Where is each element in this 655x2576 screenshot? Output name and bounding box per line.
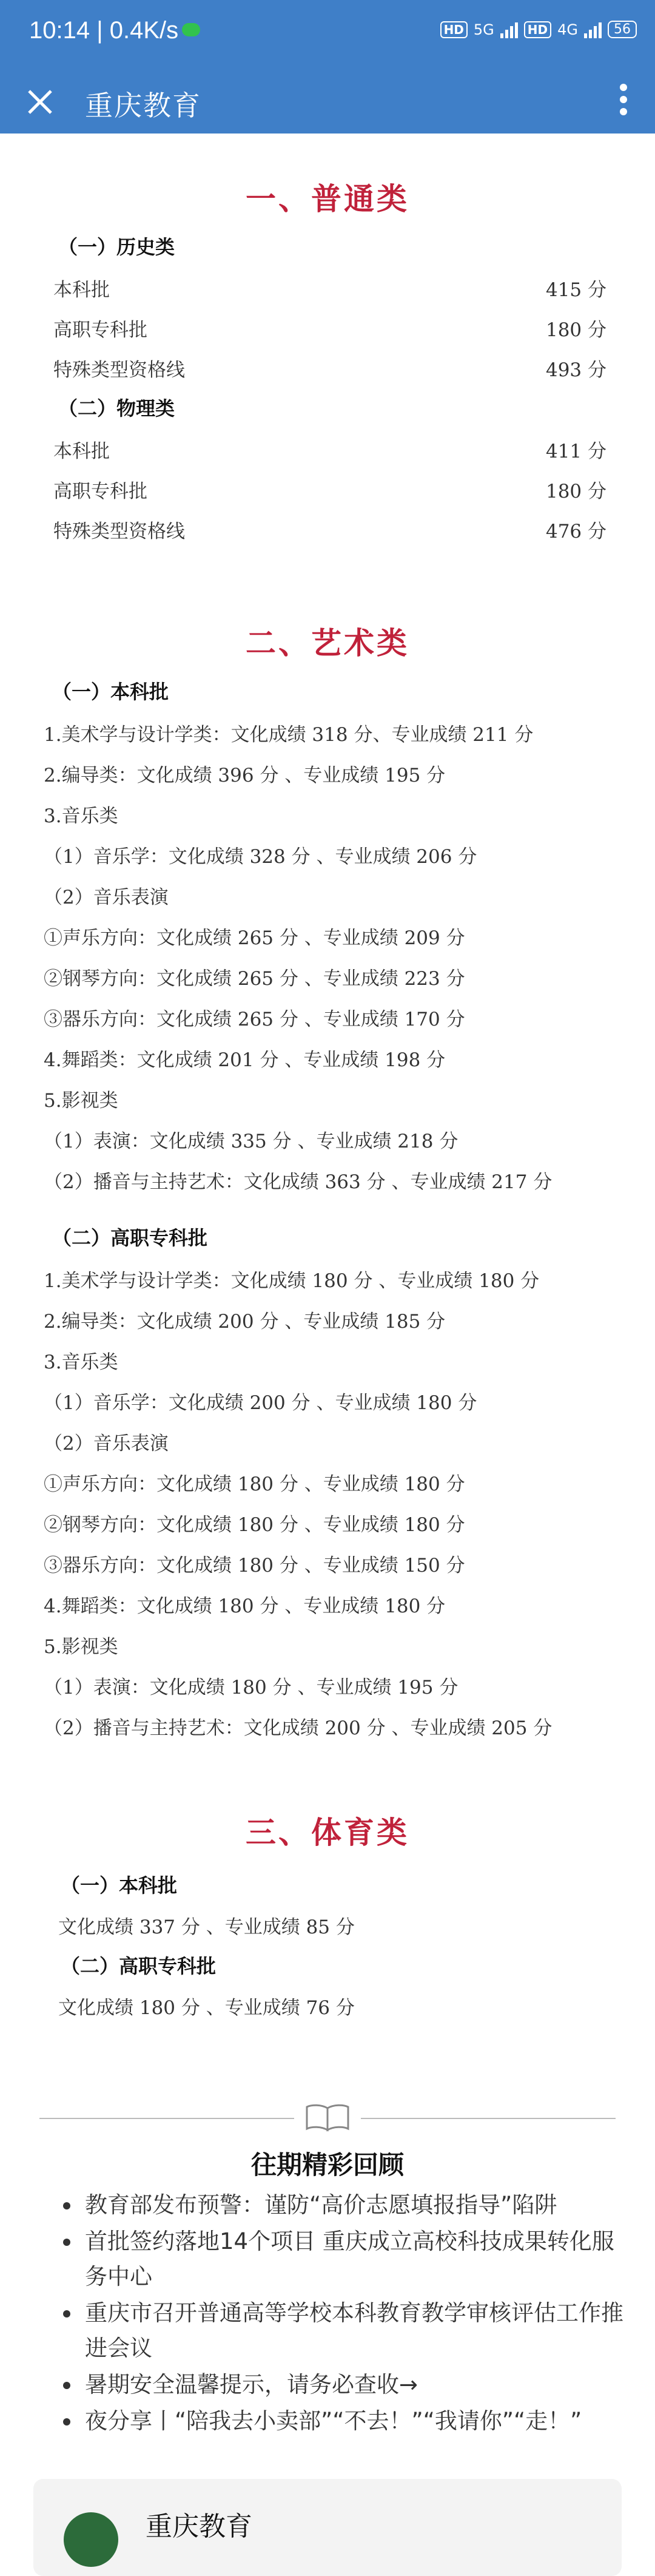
list-item: 3.音乐类: [44, 1351, 118, 1373]
network-type-1: 5G: [473, 21, 494, 38]
book-icon: [303, 2103, 352, 2132]
list-item: （2）音乐表演: [44, 887, 169, 908]
list-item: 1.美术学与设计学类：文化成绩 180 分 、专业成绩 180 分: [44, 1270, 540, 1292]
list-item: （1）表演：文化成绩 180 分 、专业成绩 195 分: [44, 1677, 458, 1699]
account-card[interactable]: [33, 2479, 622, 2576]
list-item: ②钢琴方向：文化成绩 180 分 、专业成绩 180 分: [44, 1514, 465, 1536]
row-text: 文化成绩 180 分 、专业成绩 76 分: [58, 1997, 355, 2019]
row-score: 476 分: [545, 521, 606, 543]
list-item: ②钢琴方向：文化成绩 265 分 、专业成绩 223 分: [44, 968, 465, 990]
account-name: 重庆教育: [146, 2511, 252, 2542]
network-type-2: 4G: [557, 21, 578, 38]
list-item: ③器乐方向：文化成绩 265 分 、专业成绩 170 分: [44, 1009, 465, 1030]
wechat-notification-icon: [182, 23, 200, 36]
list-item: ①声乐方向：文化成绩 265 分 、专业成绩 209 分: [44, 927, 465, 949]
signal-icon-2: [584, 21, 602, 38]
row-label: 特殊类型资格线: [53, 359, 185, 381]
clock: 10:14: [29, 17, 90, 44]
more-vert-icon: [613, 84, 634, 115]
recent-article-link[interactable]: 夜分享丨“陪我去小卖部”“不去！”“我请你”“走！”: [61, 2404, 631, 2439]
recent-article-link[interactable]: 教育部发布预警：谨防“高价志愿填报指导”陷阱: [61, 2188, 631, 2223]
group-label-undergrad: （一）本科批: [52, 680, 169, 703]
list-item: （2）音乐表演: [44, 1433, 169, 1455]
app-title: 重庆教育: [85, 89, 201, 122]
recent-article-link[interactable]: 暑期安全温馨提示，请务必查收→: [61, 2367, 631, 2402]
list-item: （1）音乐学：文化成绩 328 分 、专业成绩 206 分: [44, 846, 477, 868]
row-label: 高职专科批: [53, 319, 147, 341]
row-score: 411 分: [545, 441, 606, 462]
list-item: 2.编导类：文化成绩 200 分 、专业成绩 185 分: [44, 1311, 446, 1333]
row-text: 文化成绩 337 分 、专业成绩 85 分: [58, 1916, 355, 1938]
list-item: （1）表演：文化成绩 335 分 、专业成绩 218 分: [44, 1131, 458, 1152]
divider-left: [39, 2118, 294, 2119]
hd-icon-2: HD: [524, 21, 551, 38]
list-item: （2）播音与主持艺术：文化成绩 200 分 、专业成绩 205 分: [44, 1717, 553, 1739]
account-avatar: [64, 2512, 118, 2567]
recent-article-link[interactable]: 首批签约落地14个项目 重庆成立高校科技成果转化服务中心: [61, 2224, 631, 2294]
group-label-sports-vocational: （二）高职专科批: [61, 1955, 217, 1978]
signal-icon: [500, 21, 518, 38]
list-item: 1.美术学与设计学类：文化成绩 318 分、专业成绩 211 分: [44, 724, 534, 746]
status-time: 10:14 | 0.4K/s: [29, 17, 179, 44]
status-bar: [0, 0, 655, 67]
close-button[interactable]: [22, 84, 58, 120]
group-label-physics: （二）物理类: [58, 397, 175, 420]
recent-articles-list: [61, 2188, 631, 2440]
section-title-general: 一、普通类: [246, 181, 409, 217]
hd-icon: HD: [440, 21, 468, 38]
group-label-vocational: （二）高职专科批: [52, 1226, 208, 1249]
list-item: 2.编导类：文化成绩 396 分 、专业成绩 195 分: [44, 765, 446, 786]
row-score: 180 分: [545, 319, 606, 341]
app-bar: [0, 67, 655, 134]
row-label: 特殊类型资格线: [53, 521, 185, 543]
list-item: 4.舞蹈类：文化成绩 180 分 、专业成绩 180 分: [44, 1595, 446, 1617]
list-item: ①声乐方向：文化成绩 180 分 、专业成绩 180 分: [44, 1473, 465, 1495]
section-title-sports: 三、体育类: [246, 1814, 409, 1850]
status-indicators: [440, 21, 637, 38]
row-label: 本科批: [53, 279, 110, 301]
more-menu-button[interactable]: [613, 79, 634, 124]
list-item: 4.舞蹈类：文化成绩 201 分 、专业成绩 198 分: [44, 1049, 446, 1071]
row-score: 493 分: [545, 359, 606, 381]
battery-icon: [608, 21, 637, 38]
list-item: （1）音乐学：文化成绩 200 分 、专业成绩 180 分: [44, 1392, 477, 1414]
row-label: 本科批: [53, 441, 110, 462]
row-score: 180 分: [545, 481, 606, 502]
recent-article-link[interactable]: 重庆市召开普通高等学校本科教育教学审核评估工作推进会议: [61, 2296, 631, 2366]
list-item: （2）播音与主持艺术：文化成绩 363 分 、专业成绩 217 分: [44, 1171, 553, 1193]
row-score: 415 分: [545, 279, 606, 301]
list-item: 5.影视类: [44, 1090, 118, 1112]
section-title-art: 二、艺术类: [246, 625, 409, 661]
network-speed: 0.4K/s: [109, 17, 179, 44]
list-item: 3.音乐类: [44, 805, 118, 827]
recent-articles-title: 往期精彩回顾: [250, 2150, 404, 2180]
battery-level: 56: [614, 22, 631, 37]
group-label-history: （一）历史类: [58, 235, 175, 259]
list-item: ③器乐方向：文化成绩 180 分 、专业成绩 150 分: [44, 1555, 465, 1577]
divider-right: [361, 2118, 616, 2119]
group-label-sports-undergrad: （一）本科批: [61, 1874, 178, 1897]
close-icon: [22, 84, 58, 120]
list-item: 5.影视类: [44, 1636, 118, 1658]
row-label: 高职专科批: [53, 481, 147, 502]
